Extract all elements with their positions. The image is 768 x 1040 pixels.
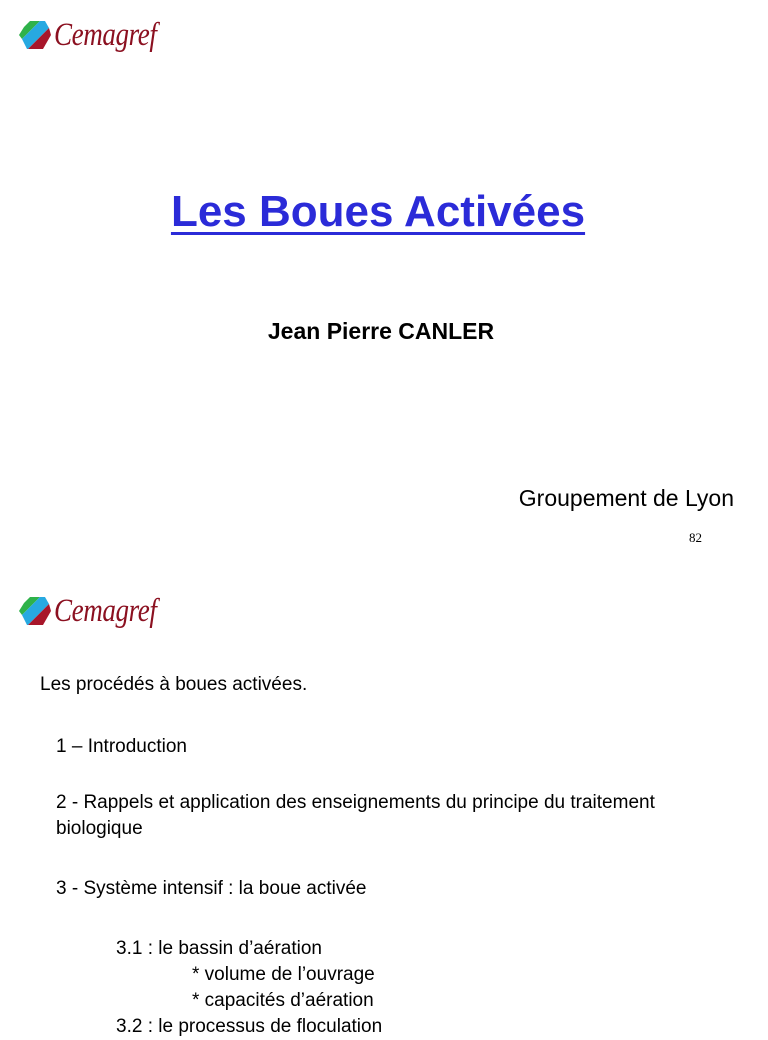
toc-subitem: 3.1 : le bassin d’aération: [116, 938, 322, 959]
cemagref-logo: [18, 594, 179, 628]
author-name: Jean Pierre CANLER: [267, 318, 495, 344]
toc-item: 3 - Système intensif : la boue activée: [56, 878, 367, 899]
cemagref-logo-icon: [18, 594, 52, 628]
cemagref-logo-icon: [18, 18, 52, 52]
slide-2: [0, 576, 768, 1037]
slide-title[interactable]: Les Boues Activées: [170, 187, 586, 236]
toc-item: 2 - Rappels et application des enseignements du principe du traitement biologique: [56, 792, 655, 839]
toc-item: 1 – Introduction: [56, 736, 187, 757]
organization-group: Groupement de Lyon: [518, 485, 734, 511]
toc-bullet: * capacités d’aération: [192, 990, 374, 1011]
cemagref-wordmark: Cemagref: [54, 16, 157, 53]
toc-bullet: * volume de l’ouvrage: [192, 964, 375, 985]
page-number: 82: [689, 530, 702, 545]
section-heading: Les procédés à boues activées.: [40, 674, 308, 695]
cemagref-wordmark: Cemagref: [54, 592, 157, 629]
toc-subitem: 3.2 : le processus de floculation: [116, 1016, 383, 1037]
cemagref-logo: [18, 18, 179, 52]
